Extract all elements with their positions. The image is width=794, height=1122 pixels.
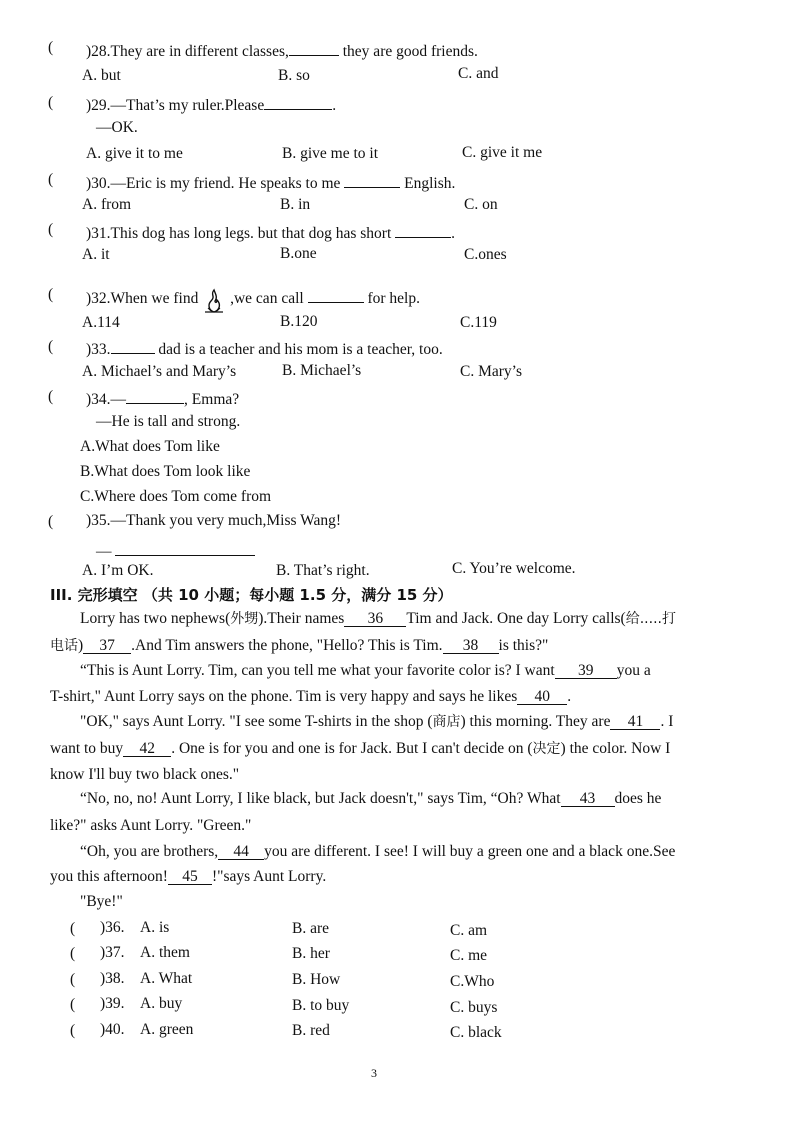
passage-text: want to buy [50, 740, 124, 757]
passage-text: you are different. I see! I will buy a green one and a black one.See [264, 843, 676, 860]
passage-text: ) the color. Now I [560, 740, 671, 757]
q28-stem [86, 38, 478, 62]
passage-text: “Oh, you are brothers, [80, 843, 219, 860]
q38-option-c[interactable]: C.Who [450, 973, 495, 990]
q38-number: )38. [100, 970, 125, 987]
q30-option-c[interactable]: C. on [464, 196, 498, 213]
q28-paren: ( [48, 39, 54, 56]
q32-option-a[interactable]: A.114 [82, 314, 120, 331]
q29-blank[interactable] [264, 92, 332, 110]
q34-blank[interactable] [126, 386, 184, 404]
q40-option-a[interactable]: A. green [140, 1021, 194, 1038]
section3-heading: III. 完形填空 （共 10 小题；每小题 1.5 分，满分 15 分） [50, 586, 453, 604]
blank-43[interactable]: 43 [561, 789, 615, 807]
q30-paren: ( [48, 171, 54, 188]
q37-option-c[interactable]: C. me [450, 947, 488, 964]
passage-line-7: know I'll buy two black ones." [50, 766, 240, 783]
q32-paren: ( [48, 286, 54, 303]
q34-option-c[interactable]: C.Where does Tom come from [80, 488, 272, 505]
q31-blank[interactable] [395, 220, 451, 238]
q35-stem [86, 511, 341, 531]
q40-number: )40. [100, 1021, 125, 1038]
blank-45[interactable]: 45 [168, 867, 212, 885]
page-number: 3 [371, 1066, 377, 1080]
q33-paren: ( [48, 338, 54, 355]
passage-cn-gloss: 决定 [532, 741, 561, 757]
q35-number: )35. [86, 512, 111, 529]
q30-number: )30. [86, 175, 111, 192]
q29-text-post: . [332, 97, 337, 114]
q29-option-b[interactable]: B. give me to it [282, 145, 379, 162]
q33-stem [86, 336, 443, 360]
passage-text: ).Their names [258, 610, 345, 627]
q35-reply [96, 538, 255, 562]
q28-text-post: they are good friends. [338, 43, 478, 60]
q30-text-post: English. [400, 175, 456, 192]
q28-option-a[interactable]: A. but [82, 67, 121, 84]
q35-option-a[interactable]: A. I’m OK. [82, 562, 154, 579]
blank-44[interactable]: 44 [218, 842, 264, 860]
passage-line-12: "Bye!" [80, 893, 123, 910]
q34-text-pre: — [110, 391, 127, 408]
q39-paren: ( [70, 996, 76, 1013]
q28-text-pre: They are in different classes, [110, 43, 289, 60]
passage-text: you this afternoon! [50, 868, 168, 885]
q29-paren: ( [48, 94, 54, 111]
passage-text: . I [660, 713, 674, 730]
q30-option-b[interactable]: B. in [280, 196, 311, 213]
q30-blank[interactable] [344, 170, 400, 188]
blank-41[interactable]: 41 [610, 712, 660, 730]
q31-paren: ( [48, 221, 54, 238]
q32-text-mid: ,we can call [226, 290, 308, 307]
q30-text-pre: —Eric is my friend. He speaks to me [110, 175, 345, 192]
passage-cn-gloss: 电话 [50, 638, 78, 654]
q34-stem [86, 386, 239, 410]
q37-paren: ( [70, 945, 76, 962]
q35-option-c[interactable]: C. You’re welcome. [452, 560, 576, 577]
blank-39[interactable]: 39 [555, 661, 617, 679]
passage-line-9: like?" asks Aunt Lorry. "Green." [50, 817, 252, 834]
passage-line-1 [80, 609, 676, 629]
passage-cn-gloss: 给.....打 [625, 611, 676, 627]
q32-stem [86, 285, 420, 310]
q33-text-post: dad is a teacher and his mom is a teacher, too. [154, 341, 443, 358]
passage-text: . [567, 688, 572, 705]
q40-option-b[interactable]: B. red [292, 1022, 330, 1039]
q38-option-a[interactable]: A. What [140, 970, 193, 987]
blank-36[interactable]: 36 [344, 609, 406, 627]
q34-number: )34. [86, 391, 111, 408]
passage-text: . One is for you and one is for Jack. But I can't decide on ( [171, 740, 533, 757]
passage-text: ) [78, 637, 84, 654]
q38-option-b[interactable]: B. How [292, 971, 341, 988]
blank-38[interactable]: 38 [443, 636, 499, 654]
q34-option-a[interactable]: A.What does Tom like [80, 438, 220, 455]
q36-option-b[interactable]: B. are [292, 920, 330, 937]
q35-blank[interactable] [115, 538, 255, 556]
q33-option-c[interactable]: C. Mary’s [460, 363, 522, 380]
q30-stem [86, 170, 455, 194]
q32-option-c[interactable]: C.119 [460, 314, 497, 331]
q28-number: )28. [86, 43, 111, 60]
q31-text-post: . [451, 225, 455, 242]
fire-icon [202, 288, 226, 310]
q28-option-c[interactable]: C. and [458, 65, 499, 82]
q31-stem [86, 220, 455, 244]
q29-number: )29. [86, 97, 111, 114]
passage-text: is this?" [498, 637, 549, 654]
q32-blank[interactable] [308, 285, 364, 303]
passage-text: Tim and Jack. One day Lorry calls( [406, 610, 626, 627]
passage-text: !"says Aunt Lorry. [211, 868, 327, 885]
passage-text: .And Tim answers the phone, "Hello? This is Tim. [131, 637, 443, 654]
q33-blank[interactable] [111, 336, 155, 354]
q32-text-post: for help. [363, 290, 420, 307]
passage-line-8 [80, 789, 661, 809]
q34-reply: —He is tall and strong. [96, 413, 241, 430]
q40-paren: ( [70, 1022, 76, 1039]
blank-40[interactable]: 40 [517, 687, 567, 705]
passage-text: ) this morning. They are [460, 713, 611, 730]
q36-option-c[interactable]: C. am [450, 922, 488, 939]
q31-text-pre: This dog has long legs. but that dog has short [110, 225, 396, 242]
passage-line-6 [50, 739, 670, 759]
q32-number: )32. [86, 290, 111, 307]
q29-option-a[interactable]: A. give it to me [86, 145, 183, 162]
passage-text: “No, no, no! Aunt Lorry, I like black, but Jack doesn't," says Tim, “Oh? What [80, 790, 561, 807]
q33-number: )33. [86, 341, 111, 358]
q33-option-a[interactable]: A. Michael’s and Mary’s [82, 363, 237, 380]
passage-line-3 [80, 661, 651, 681]
q32-text-pre: When we find [110, 290, 203, 307]
passage-line-4 [50, 687, 571, 707]
passage-text: T-shirt," Aunt Lorry says on the phone. Tim is very happy and says he likes [50, 688, 518, 705]
q34-option-b[interactable]: B.What does Tom look like [80, 463, 251, 480]
q36-number: )36. [100, 919, 125, 936]
q35-paren: ( [48, 513, 54, 530]
q29-option-c[interactable]: C. give it me [462, 144, 543, 161]
q35-dash: — [96, 543, 112, 560]
q29-stem [86, 92, 336, 116]
q31-option-c[interactable]: C.ones [464, 246, 507, 263]
passage-text: Lorry has two nephews( [80, 610, 231, 627]
q37-option-a[interactable]: A. them [140, 944, 190, 961]
q39-option-c[interactable]: C. buys [450, 999, 498, 1016]
passage-line-5 [80, 712, 673, 732]
q40-option-c[interactable]: C. black [450, 1024, 502, 1041]
q30-option-a[interactable]: A. from [82, 196, 132, 213]
q35-option-b[interactable]: B. That’s right. [276, 562, 370, 579]
blank-42[interactable]: 42 [123, 739, 171, 757]
passage-line-11 [50, 867, 326, 887]
q31-option-b[interactable]: B.one [280, 245, 317, 262]
q34-text-post: , Emma? [184, 391, 240, 408]
passage-cn-gloss: 商店 [432, 714, 461, 730]
passage-text: you a [616, 662, 651, 679]
q28-blank[interactable] [289, 38, 339, 56]
q35-text: —Thank you very much,Miss Wang! [110, 512, 342, 529]
q31-number: )31. [86, 225, 111, 242]
q28-option-b[interactable]: B. so [278, 67, 310, 84]
q38-paren: ( [70, 971, 76, 988]
passage-cn-gloss: 外甥 [230, 611, 259, 627]
q36-paren: ( [70, 920, 76, 937]
q33-option-b[interactable]: B. Michael’s [282, 362, 362, 379]
passage-text: "OK," says Aunt Lorry. "I see some T-shirts in the shop ( [80, 713, 433, 730]
passage-text: does he [614, 790, 662, 807]
passage-line-2 [50, 636, 548, 656]
q39-number: )39. [100, 995, 125, 1012]
q37-option-b[interactable]: B. her [292, 945, 330, 962]
q37-number: )37. [100, 944, 125, 961]
q29-text-pre: —That’s my ruler.Please [110, 97, 265, 114]
q36-option-a[interactable]: A. is [140, 919, 170, 936]
q39-option-b[interactable]: B. to buy [292, 997, 350, 1014]
passage-line-10 [80, 842, 675, 862]
passage-text: “This is Aunt Lorry. Tim, can you tell me what your favorite color is? I want [80, 662, 555, 679]
q29-reply: —OK. [96, 119, 138, 136]
blank-37[interactable]: 37 [83, 636, 131, 654]
q32-option-b[interactable]: B.120 [280, 313, 318, 330]
q39-option-a[interactable]: A. buy [140, 995, 183, 1012]
q34-paren: ( [48, 388, 54, 405]
q31-option-a[interactable]: A. it [82, 246, 110, 263]
